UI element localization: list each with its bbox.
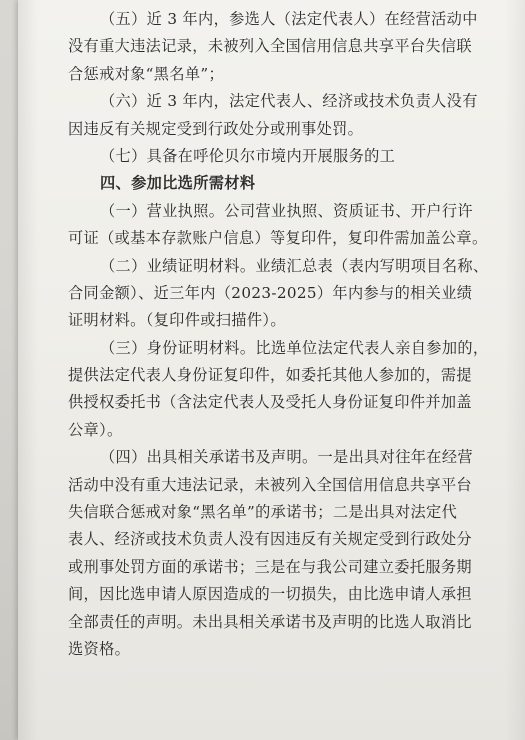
item-4-line-5: 或刑事处罚方面的承诺书；三是在与我公司建立委托服务期 (68, 557, 472, 576)
clause-5-line-2: 没有重大违法记录，未被列入全国信用信息共享平台失信联 (68, 37, 472, 56)
item-1-line-2: 可证（或基本存款账户信息）等复印件，复印件需加盖公章。 (68, 229, 488, 248)
item-4-line-1: （四）出具相关承诺书及声明。一是出具对往年在经营 (100, 448, 473, 467)
clause-6-line-2: 因违反有关规定受到行政处分或刑事处罚。 (68, 119, 364, 138)
item-4-line-7: 全部责任的声明。未出具相关承诺书及声明的比选人取消比 (68, 612, 472, 631)
clause-6-line-1: （六）近 3 年内，法定代表人、经济或技术负责人没有 (100, 92, 478, 111)
clause-5-line-3: 合惩戒对象“黑名单”； (68, 64, 225, 83)
item-4-line-8: 选资格。 (68, 639, 131, 658)
clause-7-line-1: （七）具备在呼伦贝尔市境内开展服务的工 (100, 146, 396, 165)
item-2-line-1: （二）业绩证明材料。业绩汇总表（表内写明项目名称、 (100, 256, 489, 275)
item-2-line-2: 合同金额）、近三年内（2023-2025）年内参与的相关业绩 (68, 283, 473, 302)
item-3-line-1: （三）身份证明材料。比选单位法定代表人亲自参加的， (100, 338, 489, 357)
item-4-line-3: 失信联合惩戒对象“黑名单”的承诺书；二是出具对法定代 (68, 503, 458, 522)
paper-sheet (18, 0, 525, 740)
item-4-line-4: 表人、经济或技术负责人没有因违反有关规定受到行政处分 (68, 530, 472, 549)
section-heading: 四、参加比选所需材料 (100, 174, 256, 193)
item-3-line-3: 供授权委托书（含法定代表人及受托人身份证复印件并加盖 (68, 393, 472, 412)
document-body (68, 6, 508, 663)
item-4-line-2: 活动中没有重大违法记录，未被列入全国信用信息共享平台 (68, 475, 472, 494)
item-2-line-3: 证明材料。（复印件或扫描件）。 (68, 311, 286, 330)
item-3-line-2: 提供法定代表人身份证复印件，如委托其他人参加的，需提 (68, 366, 472, 385)
item-3-line-4: 公章）。 (68, 420, 123, 439)
item-1-line-1: （一）营业执照。公司营业执照、资质证书、开户行许 (100, 201, 473, 220)
item-4-line-6: 间，因比选申请人原因造成的一切损失，由比选申请人承担 (68, 585, 472, 604)
clause-5-line-1: （五）近 3 年内，参选人（法定代表人）在经营活动中 (100, 10, 478, 28)
